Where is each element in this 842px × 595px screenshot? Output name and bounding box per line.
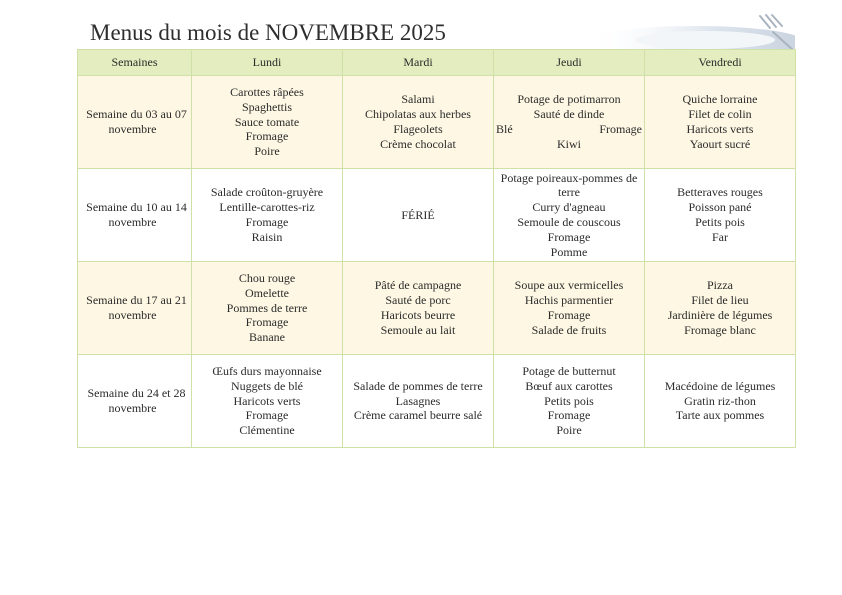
header-jeudi: Jeudi [494,50,645,76]
header-row [78,50,796,76]
dish: Salade de pommes de terre [353,378,483,393]
dish: Yaourt sucré [689,136,751,151]
mardi-cell [343,169,494,262]
dish: Quiche lorraine [682,92,758,107]
dish: Soupe aux vermicelles [514,278,624,293]
dish: Semoule de couscous [517,215,621,229]
week-cell [78,76,192,169]
lundi-cell [192,262,343,355]
dish: Carottes râpées [230,85,304,99]
dish: Kiwi [557,136,581,151]
dish: Œufs durs mayonnaise [212,364,322,378]
dish: Fromage [599,122,642,136]
dish: Curry d'agneau [532,200,606,215]
mardi-cell [343,355,494,448]
week-cell [78,169,192,262]
dish: Poire [556,423,582,438]
week-label: Semaine du 10 au 14 novembre [86,200,187,229]
tableware-decoration [505,12,795,52]
mardi-cell [343,76,494,169]
week-label: Semaine du 17 au 21 novembre [86,293,187,322]
dish: Crème caramel beurre salé [353,408,483,423]
week-cell [78,355,192,448]
dish: Flageolets [393,122,443,136]
dish: Pommes de terre [226,300,308,315]
dish: Sauce tomate [234,114,300,129]
dish: Semoule au lait [380,322,456,337]
dish: Haricots beurre [380,308,456,322]
dish: Salade croûton-gruyère [210,185,324,200]
table-row [78,169,796,262]
lundi-cell [192,76,343,169]
dish: Blé [496,122,513,136]
dish: Bœuf aux carottes [525,378,613,393]
dish: Fromage [245,129,289,144]
dish: Chou rouge [238,271,296,285]
header-mardi: Mardi [343,50,494,76]
dish: Haricots verts [686,122,754,136]
dish: Pâté de campagne [374,278,462,293]
page-title: Menus du mois de NOVEMBRE 2025 [90,20,446,45]
dish: Chipolatas aux herbes [365,107,471,122]
dish: Hachis parmentier [524,293,614,308]
jeudi-cell [494,76,645,169]
table-row [78,76,796,169]
table-row [78,355,796,448]
dish: Pizza [707,278,733,293]
dish: Salami [401,92,435,107]
dish: Macédoine de légumes [664,378,776,393]
table-row [78,262,796,355]
dish: Clémentine [239,423,295,438]
dish: Potage poireaux-pommes de terre [500,170,638,200]
jeudi-cell [494,262,645,355]
dish: Petits pois [695,215,745,229]
dish: Potage de butternut [522,364,616,378]
dish: Potage de potimarron [517,92,621,107]
dish: Sauté de dinde [533,107,605,122]
vendredi-cell [645,76,796,169]
mardi-cell [343,262,494,355]
dish: Haricots verts [233,393,301,408]
dish: Tarte aux pommes [675,408,765,423]
dish: Lentille-carottes-riz [219,200,315,215]
dish: Salade de fruits [531,322,607,337]
dish: Omelette [245,285,289,300]
lundi-cell [192,169,343,262]
vendredi-cell [645,169,796,262]
dish: Lasagnes [395,393,441,408]
dish: Raisin [251,229,283,244]
dish: Banane [249,330,285,345]
week-label: Semaine du 03 au 07 novembre [86,107,187,136]
jeudi-cell [494,355,645,448]
vendredi-cell [645,262,796,355]
lundi-cell [192,355,343,448]
dish: Filet de colin [688,107,752,122]
week-label: Semaine du 24 et 28 novembre [87,386,186,415]
dish: Poire [254,144,280,159]
dish: Far [712,229,728,244]
dish: Spaghettis [242,99,292,114]
dish: Fromage [547,229,591,244]
dish: Fromage [245,408,289,423]
header-lundi: Lundi [192,50,343,76]
dish: Petits pois [544,393,594,408]
holiday-label: FÉRIÉ [401,207,435,222]
vendredi-cell [645,355,796,448]
dish: Gratin riz-thon [684,393,756,408]
dish: Nuggets de blé [231,378,303,393]
dish: Sauté de porc [385,293,451,308]
jeudi-cell [494,169,645,262]
week-cell [78,262,192,355]
dish: Fromage [547,308,591,322]
dish: Poisson pané [688,200,752,215]
header-semaines: Semaines [78,50,192,76]
dish: Jardinière de légumes [667,308,773,322]
header-vendredi: Vendredi [645,50,796,76]
menu-table [77,49,796,448]
dish: Fromage [547,408,591,423]
dish: Fromage [245,215,289,229]
dish: Fromage [245,315,289,330]
dish: Betteraves rouges [677,185,763,200]
dish: Filet de lieu [691,293,749,308]
dish-pair [495,122,643,137]
dish: Pomme [550,244,588,259]
dish: Fromage blanc [684,322,756,337]
dish: Crème chocolat [380,136,456,151]
